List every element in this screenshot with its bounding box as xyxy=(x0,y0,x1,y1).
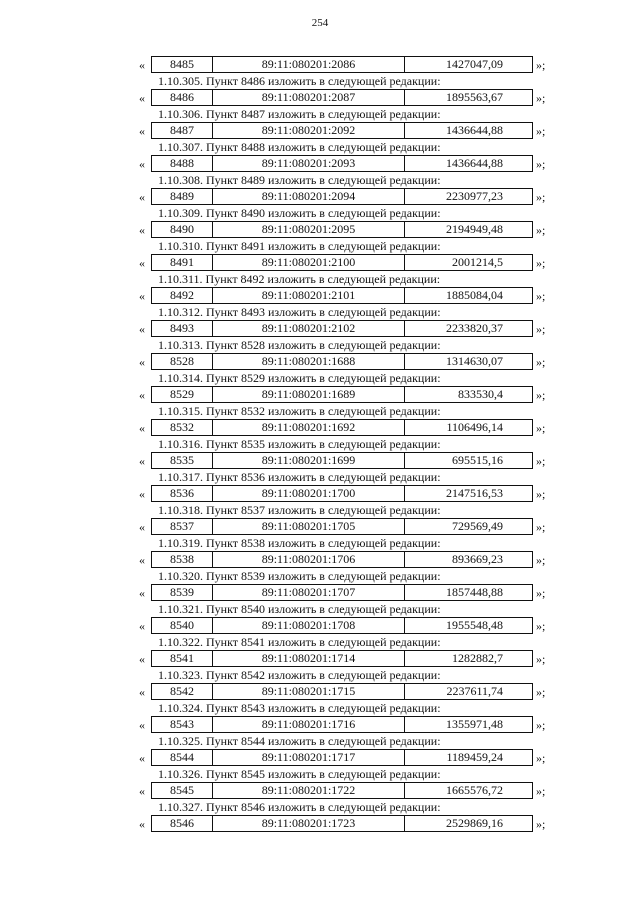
cadastral-number-cell: 89:11:080201:2087 xyxy=(213,90,405,105)
table-row xyxy=(0,54,640,76)
close-quote: »; xyxy=(536,751,546,765)
cadastral-value-cell: 1665576,72 xyxy=(446,783,503,797)
item-number-cell: 8493 xyxy=(152,321,213,336)
cadastral-value-cell: 1885084,04 xyxy=(446,288,503,302)
value-table xyxy=(151,56,533,73)
value-table xyxy=(151,320,533,337)
value-table xyxy=(151,287,533,304)
cadastral-number-cell: 89:11:080201:2102 xyxy=(213,321,405,336)
cadastral-value-cell: 1955548,48 xyxy=(446,618,503,632)
open-quote: « xyxy=(139,520,145,534)
open-quote: « xyxy=(139,289,145,303)
cadastral-value-cell: 1106496,14 xyxy=(446,420,503,434)
amendment-instruction: 1.10.324. Пункт 8543 изложить в следующей редакции: xyxy=(158,701,441,715)
amendment-instruction: 1.10.312. Пункт 8493 изложить в следующей редакции: xyxy=(158,305,441,319)
value-table xyxy=(151,683,533,700)
item-number-cell: 8486 xyxy=(152,90,213,105)
cadastral-value-cell: 833530,4 xyxy=(458,387,503,401)
cadastral-value-cell: 1282882,7 xyxy=(452,651,503,665)
cadastral-number-cell: 89:11:080201:1705 xyxy=(213,519,405,534)
amendment-instruction: 1.10.327. Пункт 8546 изложить в следующей редакции: xyxy=(158,800,441,814)
table-row xyxy=(0,747,640,769)
table-row xyxy=(0,318,640,340)
item-number-cell: 8487 xyxy=(152,123,213,138)
table-row xyxy=(0,186,640,208)
cadastral-number-cell: 89:11:080201:1699 xyxy=(213,453,405,468)
cadastral-number-cell: 89:11:080201:1706 xyxy=(213,552,405,567)
item-number-cell: 8528 xyxy=(152,354,213,369)
item-number-cell: 8489 xyxy=(152,189,213,204)
item-number-cell: 8543 xyxy=(152,717,213,732)
amendment-instruction: 1.10.326. Пункт 8545 изложить в следующей редакции: xyxy=(158,767,441,781)
close-quote: »; xyxy=(536,586,546,600)
table-row xyxy=(0,285,640,307)
close-quote: »; xyxy=(536,91,546,105)
close-quote: »; xyxy=(536,190,546,204)
close-quote: »; xyxy=(536,157,546,171)
open-quote: « xyxy=(139,784,145,798)
cadastral-number-cell: 89:11:080201:2094 xyxy=(213,189,405,204)
close-quote: »; xyxy=(536,520,546,534)
cadastral-value-cell: 1427047,09 xyxy=(446,57,503,71)
close-quote: »; xyxy=(536,289,546,303)
open-quote: « xyxy=(139,58,145,72)
close-quote: »; xyxy=(536,223,546,237)
close-quote: »; xyxy=(536,355,546,369)
close-quote: »; xyxy=(536,421,546,435)
item-number-cell: 8546 xyxy=(152,816,213,831)
close-quote: »; xyxy=(536,388,546,402)
cadastral-value-cell: 695515,16 xyxy=(452,453,503,467)
open-quote: « xyxy=(139,190,145,204)
item-number-cell: 8485 xyxy=(152,57,213,72)
close-quote: »; xyxy=(536,685,546,699)
amendment-instruction: 1.10.307. Пункт 8488 изложить в следующей редакции: xyxy=(158,140,441,154)
amendment-instruction: 1.10.311. Пункт 8492 изложить в следующей редакции: xyxy=(158,272,441,286)
cadastral-number-cell: 89:11:080201:1688 xyxy=(213,354,405,369)
value-table xyxy=(151,254,533,271)
value-table xyxy=(151,188,533,205)
table-row xyxy=(0,483,640,505)
open-quote: « xyxy=(139,751,145,765)
table-row xyxy=(0,780,640,802)
table-row xyxy=(0,714,640,736)
close-quote: »; xyxy=(536,553,546,567)
close-quote: »; xyxy=(536,256,546,270)
cadastral-number-cell: 89:11:080201:1708 xyxy=(213,618,405,633)
item-number-cell: 8490 xyxy=(152,222,213,237)
cadastral-value-cell: 1436644,88 xyxy=(446,123,503,137)
table-row xyxy=(0,516,640,538)
cadastral-number-cell: 89:11:080201:2086 xyxy=(213,57,405,72)
cadastral-value-cell: 2001214,5 xyxy=(452,255,503,269)
item-number-cell: 8536 xyxy=(152,486,213,501)
table-row xyxy=(0,549,640,571)
close-quote: »; xyxy=(536,784,546,798)
table-row xyxy=(0,648,640,670)
value-table xyxy=(151,221,533,238)
value-table xyxy=(151,815,533,832)
cadastral-value-cell: 2230977,23 xyxy=(446,189,503,203)
open-quote: « xyxy=(139,91,145,105)
open-quote: « xyxy=(139,487,145,501)
value-table xyxy=(151,386,533,403)
open-quote: « xyxy=(139,685,145,699)
table-row xyxy=(0,582,640,604)
item-number-cell: 8542 xyxy=(152,684,213,699)
item-number-cell: 8491 xyxy=(152,255,213,270)
item-number-cell: 8535 xyxy=(152,453,213,468)
table-row xyxy=(0,219,640,241)
cadastral-number-cell: 89:11:080201:2095 xyxy=(213,222,405,237)
value-table xyxy=(151,716,533,733)
item-number-cell: 8541 xyxy=(152,651,213,666)
open-quote: « xyxy=(139,619,145,633)
cadastral-number-cell: 89:11:080201:1716 xyxy=(213,717,405,732)
cadastral-number-cell: 89:11:080201:1689 xyxy=(213,387,405,402)
value-table xyxy=(151,551,533,568)
cadastral-value-cell: 1436644,88 xyxy=(446,156,503,170)
document-body xyxy=(0,54,640,835)
amendment-instruction: 1.10.323. Пункт 8542 изложить в следующей редакции: xyxy=(158,668,441,682)
item-number-cell: 8492 xyxy=(152,288,213,303)
open-quote: « xyxy=(139,421,145,435)
cadastral-value-cell: 1895563,67 xyxy=(446,90,503,104)
table-row xyxy=(0,252,640,274)
amendment-instruction: 1.10.308. Пункт 8489 изложить в следующей редакции: xyxy=(158,173,441,187)
cadastral-number-cell: 89:11:080201:1717 xyxy=(213,750,405,765)
cadastral-value-cell: 2233820,37 xyxy=(446,321,503,335)
cadastral-number-cell: 89:11:080201:1715 xyxy=(213,684,405,699)
open-quote: « xyxy=(139,718,145,732)
item-number-cell: 8544 xyxy=(152,750,213,765)
close-quote: »; xyxy=(536,619,546,633)
cadastral-number-cell: 89:11:080201:1700 xyxy=(213,486,405,501)
cadastral-value-cell: 2529869,16 xyxy=(446,816,503,830)
cadastral-number-cell: 89:11:080201:1692 xyxy=(213,420,405,435)
open-quote: « xyxy=(139,553,145,567)
item-number-cell: 8538 xyxy=(152,552,213,567)
amendment-instruction: 1.10.314. Пункт 8529 изложить в следующей редакции: xyxy=(158,371,441,385)
cadastral-number-cell: 89:11:080201:1723 xyxy=(213,816,405,831)
item-number-cell: 8529 xyxy=(152,387,213,402)
amendment-instruction: 1.10.321. Пункт 8540 изложить в следующей редакции: xyxy=(158,602,441,616)
amendment-instruction: 1.10.305. Пункт 8486 изложить в следующей редакции: xyxy=(158,74,441,88)
item-number-cell: 8532 xyxy=(152,420,213,435)
cadastral-number-cell: 89:11:080201:2100 xyxy=(213,255,405,270)
cadastral-value-cell: 2194949,48 xyxy=(446,222,503,236)
amendment-instruction: 1.10.310. Пункт 8491 изложить в следующей редакции: xyxy=(158,239,441,253)
amendment-instruction: 1.10.315. Пункт 8532 изложить в следующей редакции: xyxy=(158,404,441,418)
value-table xyxy=(151,122,533,139)
table-row xyxy=(0,615,640,637)
item-number-cell: 8545 xyxy=(152,783,213,798)
table-row xyxy=(0,450,640,472)
open-quote: « xyxy=(139,586,145,600)
cadastral-number-cell: 89:11:080201:1714 xyxy=(213,651,405,666)
table-row xyxy=(0,351,640,373)
cadastral-value-cell: 1355971,48 xyxy=(446,717,503,731)
open-quote: « xyxy=(139,388,145,402)
value-table xyxy=(151,749,533,766)
cadastral-number-cell: 89:11:080201:2092 xyxy=(213,123,405,138)
close-quote: »; xyxy=(536,817,546,831)
amendment-instruction: 1.10.318. Пункт 8537 изложить в следующей редакции: xyxy=(158,503,441,517)
table-row xyxy=(0,681,640,703)
cadastral-value-cell: 729569,49 xyxy=(452,519,503,533)
value-table xyxy=(151,485,533,502)
amendment-instruction: 1.10.306. Пункт 8487 изложить в следующей редакции: xyxy=(158,107,441,121)
open-quote: « xyxy=(139,454,145,468)
open-quote: « xyxy=(139,256,145,270)
value-table xyxy=(151,419,533,436)
value-table xyxy=(151,782,533,799)
value-table xyxy=(151,452,533,469)
close-quote: »; xyxy=(536,58,546,72)
item-number-cell: 8540 xyxy=(152,618,213,633)
close-quote: »; xyxy=(536,322,546,336)
close-quote: »; xyxy=(536,718,546,732)
amendment-instruction: 1.10.316. Пункт 8535 изложить в следующей редакции: xyxy=(158,437,441,451)
value-table xyxy=(151,518,533,535)
open-quote: « xyxy=(139,124,145,138)
open-quote: « xyxy=(139,322,145,336)
value-table xyxy=(151,89,533,106)
value-table xyxy=(151,584,533,601)
open-quote: « xyxy=(139,157,145,171)
amendment-instruction: 1.10.320. Пункт 8539 изложить в следующей редакции: xyxy=(158,569,441,583)
value-table xyxy=(151,353,533,370)
table-row xyxy=(0,153,640,175)
open-quote: « xyxy=(139,652,145,666)
cadastral-value-cell: 1857448,88 xyxy=(446,585,503,599)
close-quote: »; xyxy=(536,454,546,468)
cadastral-value-cell: 2147516,53 xyxy=(446,486,503,500)
value-table xyxy=(151,650,533,667)
amendment-instruction: 1.10.313. Пункт 8528 изложить в следующей редакции: xyxy=(158,338,441,352)
close-quote: »; xyxy=(536,652,546,666)
table-row xyxy=(0,87,640,109)
item-number-cell: 8488 xyxy=(152,156,213,171)
value-table xyxy=(151,617,533,634)
close-quote: »; xyxy=(536,487,546,501)
value-table xyxy=(151,155,533,172)
open-quote: « xyxy=(139,223,145,237)
table-row xyxy=(0,384,640,406)
item-number-cell: 8537 xyxy=(152,519,213,534)
cadastral-value-cell: 893669,23 xyxy=(452,552,503,566)
table-row xyxy=(0,120,640,142)
amendment-instruction: 1.10.322. Пункт 8541 изложить в следующей редакции: xyxy=(158,635,441,649)
item-number-cell: 8539 xyxy=(152,585,213,600)
amendment-instruction: 1.10.317. Пункт 8536 изложить в следующей редакции: xyxy=(158,470,441,484)
cadastral-value-cell: 1189459,24 xyxy=(446,750,503,764)
table-row xyxy=(0,417,640,439)
open-quote: « xyxy=(139,355,145,369)
amendment-instruction: 1.10.319. Пункт 8538 изложить в следующей редакции: xyxy=(158,536,441,550)
page-number: 254 xyxy=(311,17,329,29)
cadastral-number-cell: 89:11:080201:1707 xyxy=(213,585,405,600)
cadastral-number-cell: 89:11:080201:2101 xyxy=(213,288,405,303)
open-quote: « xyxy=(139,817,145,831)
amendment-instruction: 1.10.309. Пункт 8490 изложить в следующей редакции: xyxy=(158,206,441,220)
cadastral-number-cell: 89:11:080201:2093 xyxy=(213,156,405,171)
cadastral-value-cell: 2237611,74 xyxy=(446,684,503,698)
cadastral-number-cell: 89:11:080201:1722 xyxy=(213,783,405,798)
table-row xyxy=(0,813,640,835)
amendment-instruction: 1.10.325. Пункт 8544 изложить в следующей редакции: xyxy=(158,734,441,748)
cadastral-value-cell: 1314630,07 xyxy=(446,354,503,368)
close-quote: »; xyxy=(536,124,546,138)
